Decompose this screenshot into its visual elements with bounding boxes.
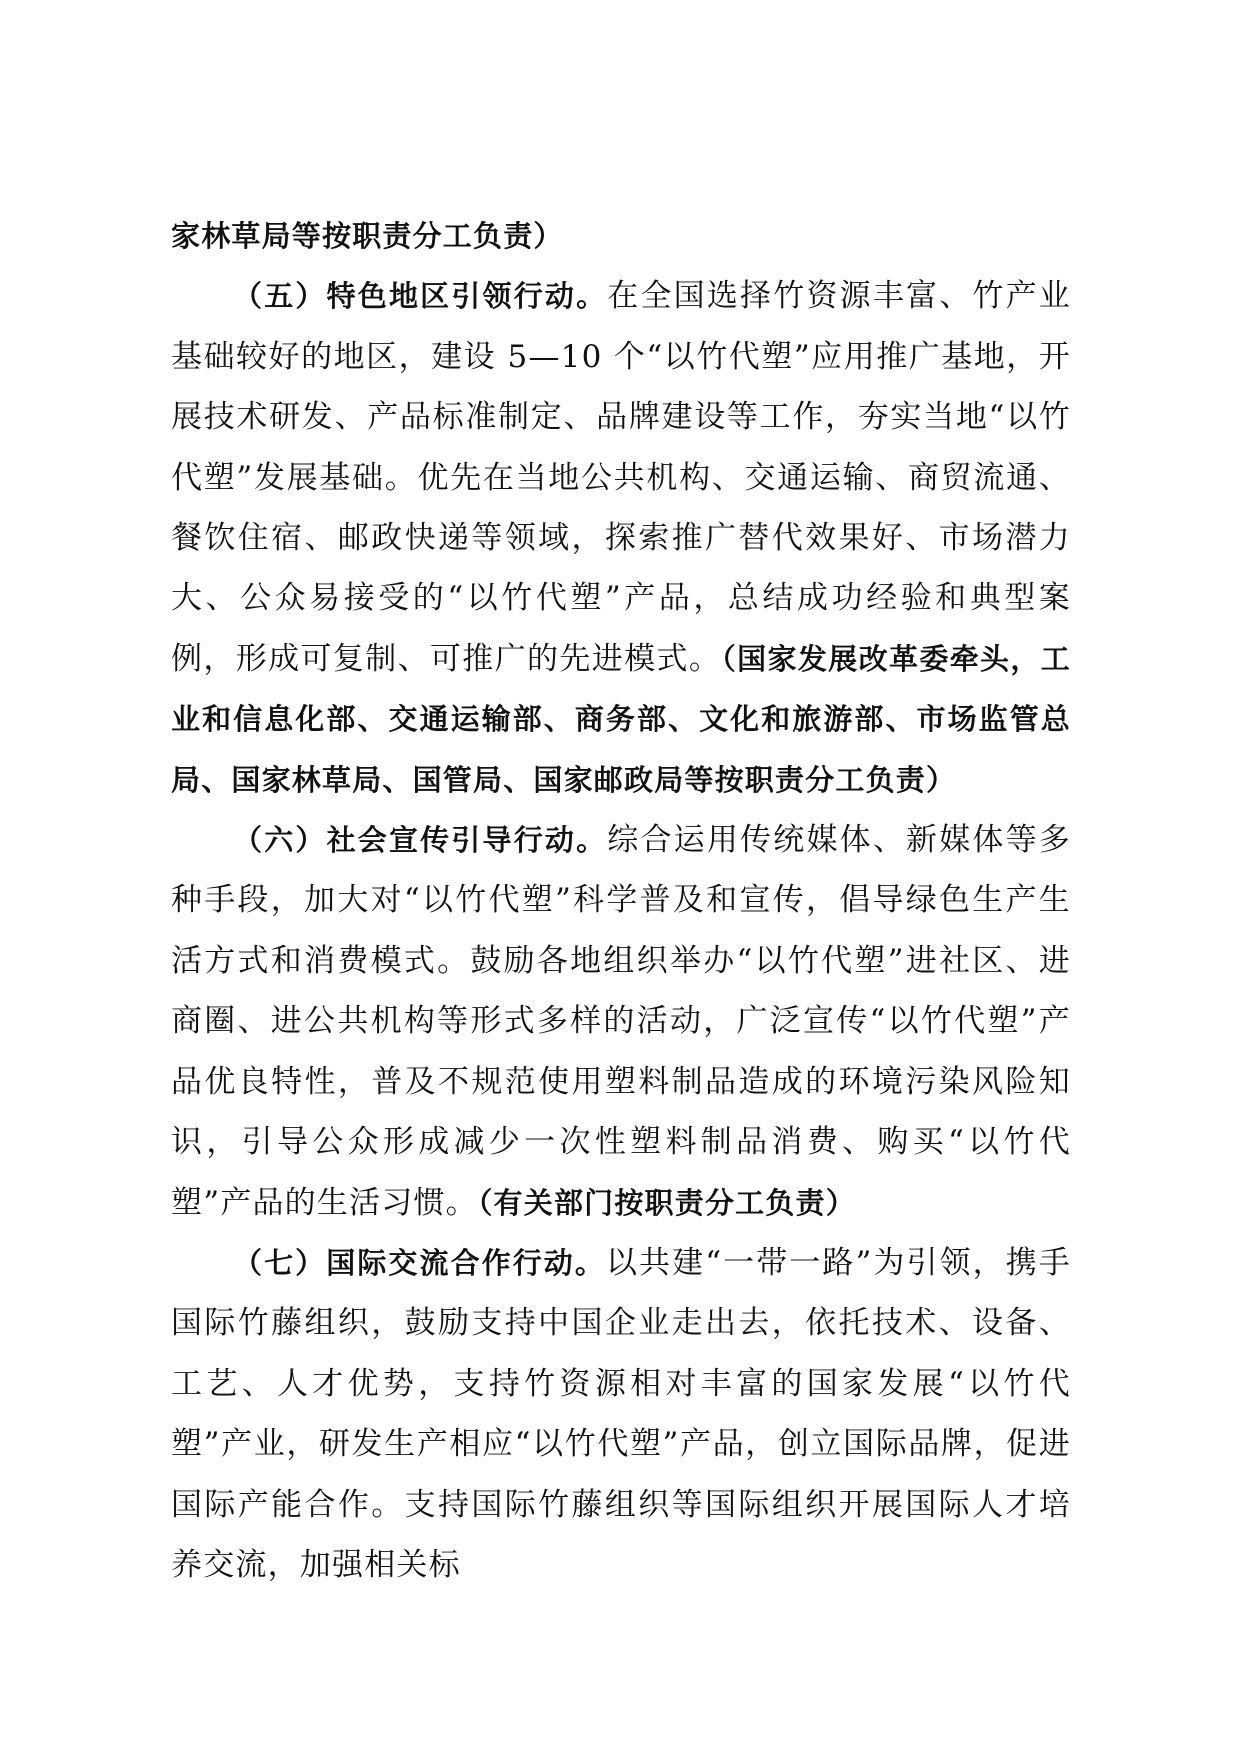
section-heading: （六）社会宣传引导行动。	[233, 823, 608, 858]
document-body	[171, 206, 1071, 1595]
paragraph-section-5	[171, 266, 1071, 810]
paragraph-continuation	[171, 206, 1071, 266]
paragraph-section-6	[171, 810, 1071, 1233]
paragraph-section-7	[171, 1233, 1071, 1595]
section-heading: （七）国际交流合作行动。	[233, 1245, 606, 1280]
paragraph-text: 以共建“一带一路”为引领，携手国际竹藤组织，鼓励支持中国企业走出去，依托技术、设备、工艺、人才优势，支持竹资源相对丰富的国家发展“以竹代塑”产业，研发生产相应“以竹代塑”产品，创立国际品牌，促进国际产能合作。支持国际竹藤组织等国际组织开展国际人才培养交流，加强相关标	[171, 1244, 1071, 1583]
paragraph-text: 综合运用传统媒体、新媒体等多种手段，加大对“以竹代塑”科学普及和宣传，倡导绿色生产生活方式和消费模式。鼓励各地组织举办“以竹代塑”进社区、进商圈、进公共机构等形式多样的活动，广泛宣传“以竹代塑”产品优良特性，普及不规范使用塑料制品造成的环境污染风险知识，引导公众形成减少一次性塑料制品消费、购买“以竹代塑”产品的生活习惯。	[171, 822, 1071, 1221]
section-heading: （五）特色地区引领行动。	[233, 279, 608, 314]
responsibility-note: 家林草局等按职责分工负责）	[171, 219, 564, 253]
responsibility-note: （国家发展改革委牵头，工业和信息化部、交通运输部、商务部、文化和旅游部、市场监管总局、国家林草局、国管局、国家邮政局等按职责分工负责）	[171, 641, 1071, 797]
responsibility-note: （有关部门按职责分工负责）	[477, 1185, 856, 1220]
paragraph-text: 在全国选择竹资源丰富、竹产业基础较好的地区，建设 5—10 个“以竹代塑”应用推广基地，开展技术研发、产品标准制定、品牌建设等工作，夯实当地“以竹代塑”发展基础。优先在当地公共机构、交通运输、商贸流通、餐饮住宿、邮政快递等领域，探索推广替代效果好、市场潜力大、公众易接受的“以竹代塑”产品，总结成功经验和典型案例，形成可复制、可推广的先进模式。	[171, 278, 1071, 677]
